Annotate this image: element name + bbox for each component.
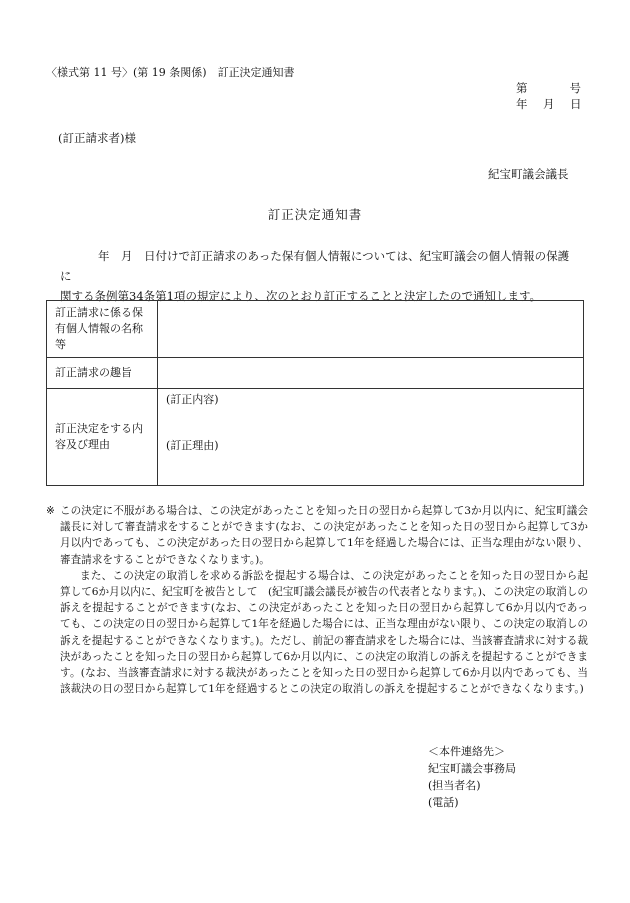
appeal-notice (46, 503, 588, 697)
decision-table (46, 300, 584, 486)
intro-paragraph (60, 246, 580, 306)
note-paragraph-1: この決定に不服がある場合は、この決定があったことを知った日の翌日から起算して3か月以内に、紀宝町議会議長に対して審査請求をすることができます(なお、この決定があったことを知った日の翌日から起算して3か月以内であっても、この決定があった日の翌日から起算して1年を経過した場合には、正当な理由がない限り、審査請求をすることができなくなります。)。 (60, 505, 588, 566)
intro-line-2: 関する条例第34条第1項の規定により、次のとおり訂正することと決定したので通知します。 (60, 289, 542, 303)
row3-value (158, 389, 584, 486)
sender: 紀宝町議会議長 (488, 167, 569, 181)
contact-phone: (電話) (428, 796, 459, 809)
table-row (47, 389, 584, 486)
contact-heading: ＜本件連絡先＞ (428, 745, 505, 758)
document-number (516, 80, 581, 96)
correction-content-label: (訂正内容) (166, 393, 219, 406)
note-paragraph-2: また、この決定の取消しを求める訴訟を提起する場合は、この決定があったことを知った日の翌日から起算して6か月以内に、紀宝町を被告として (紀宝町議会議長が被告の代表者となります。)、この決定の取消しの訴えを提起することができます(なお、この決定があったことを知った日の翌日から起算して6か月以内であっても、この決定の日の翌日から起算して1年を経過した場合には、正当な理由がない限り、この決定の取消しの訴えを提起することができなくなります。)。ただし、前記の審査請求をした場合には、当該審査請求に対する裁決があったことを知った日の翌日から起算して6か月以内に、この決定の取消しの訴えを提起することができます。(なお、当該審査請求に対する裁決があったことを知った日の翌日から起算して6か月以内であっても、当該裁決の日の翌日から起算して1年を経過するとこの決定の取消しの訴えを提起することができなくなります。) (60, 569, 588, 696)
row2-label: 訂正請求の趣旨 (47, 358, 158, 389)
correction-reason-label: (訂正理由) (166, 439, 219, 452)
recipient: (訂正請求者)様 (58, 131, 136, 145)
contact-office: 紀宝町議会事務局 (428, 762, 516, 775)
table-row (47, 358, 584, 389)
contact-block (428, 743, 516, 811)
note-mark: ※ (46, 505, 55, 517)
number-suffix: 号 (569, 81, 581, 95)
table-row (47, 301, 584, 358)
number-prefix: 第 (516, 81, 528, 95)
page-title: 訂正決定通知書 (267, 207, 363, 222)
row3-label: 訂正決定をする内容及び理由 (47, 389, 158, 486)
row1-label: 訂正請求に係る保有個人情報の名称等 (47, 301, 158, 358)
row2-value (158, 358, 584, 389)
row1-value (158, 301, 584, 358)
document-date: 年 月 日 (516, 97, 584, 111)
contact-person: (担当者名) (428, 779, 481, 792)
intro-line-1: 年 月 日付けで訂正請求のあった保有個人情報については、紀宝町議会の個人情報の保護に (60, 249, 570, 283)
form-label: 〈様式第 11 号〉(第 19 条関係) 訂正決定通知書 (46, 66, 295, 79)
